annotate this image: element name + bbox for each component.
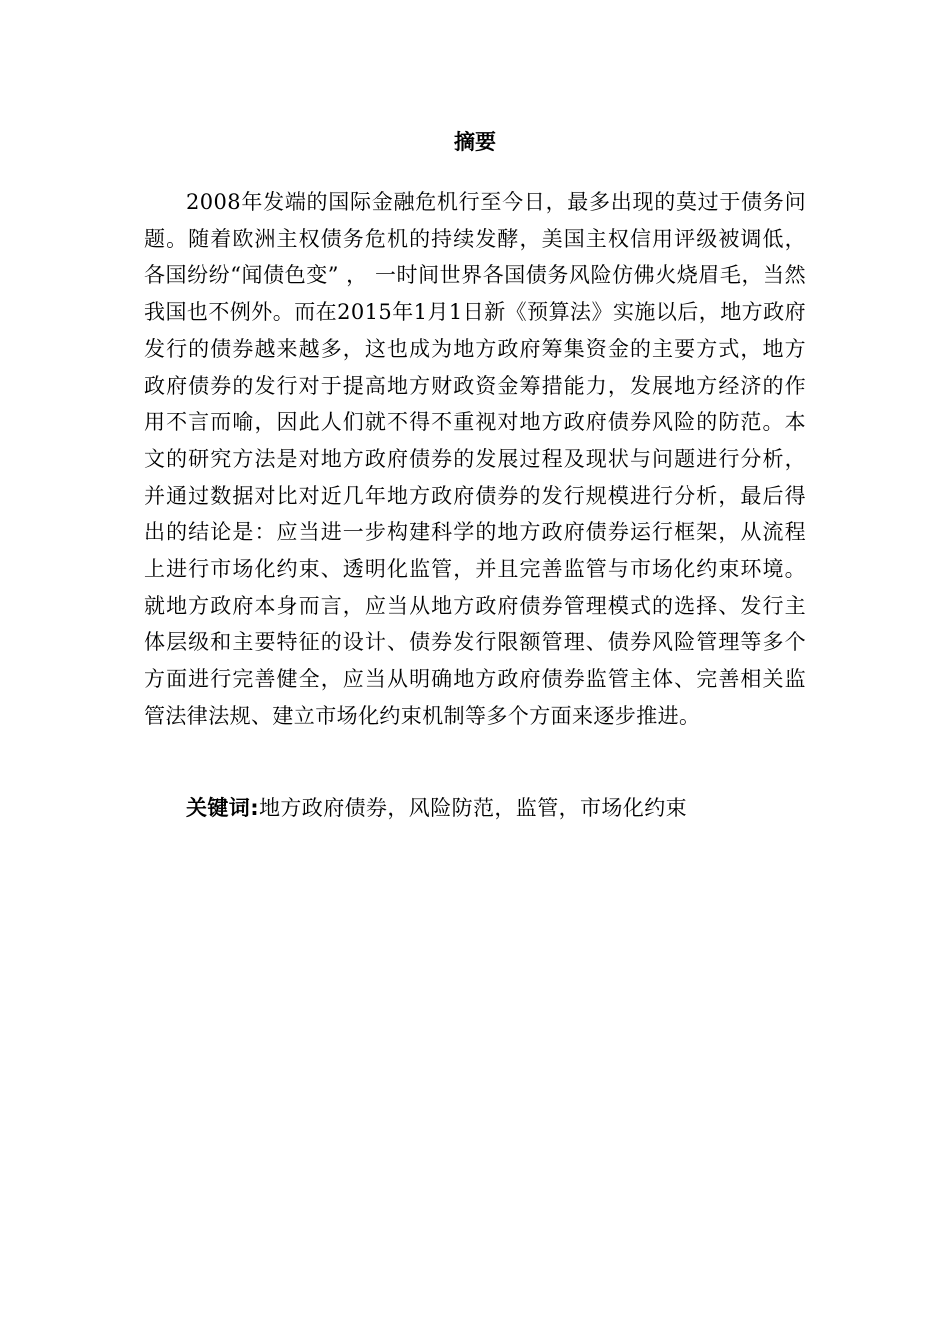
abstract-title: 摘要 <box>454 130 496 154</box>
keywords-text: 地方政府债券，风险防范，监管，市场化约束 <box>259 796 687 820</box>
keywords-line <box>144 790 806 827</box>
keywords-label: 关键词: <box>186 796 259 820</box>
abstract-paragraph: 2008年发端的国际金融危机行至今日，最多出现的莫过于债务问题。随着欧洲主权债务危机的持续发酵，美国主权信用评级被调低，各国纷纷“闻债色变” ， 一时间世界各国债务风险仿佛火烧眉毛，当然我国也不例外。而在2015年1月1日新《预算法》实施以后，地方政府发行的债券越来越多，这也成为地方政府筹集资金的主要方式，地方政府债券的发行对于提高地方财政资金筹措能力，发展地方经济的作用不言而喻，因此人们就不得不重视对地方政府债券风险的防范。本文的研究方法是对地方政府债券的发展过程及现状与问题进行分析，并通过数据对比对近几年地方政府债券的发行规模进行分析，最后得出的结论是：应当进一步构建科学的地方政府债券运行框架，从流程上进行市场化约束、透明化监管，并且完善监管与市场化约束环境。就地方政府本身而言，应当从地方政府债券管理模式的选择、发行主体层级和主要特征的设计、债券发行限额管理、债券风险管理等多个方面进行完善健全，应当从明确地方政府债券监管主体、完善相关监管法律法规、建立市场化约束机制等多个方面来逐步推进。 <box>144 190 806 728</box>
